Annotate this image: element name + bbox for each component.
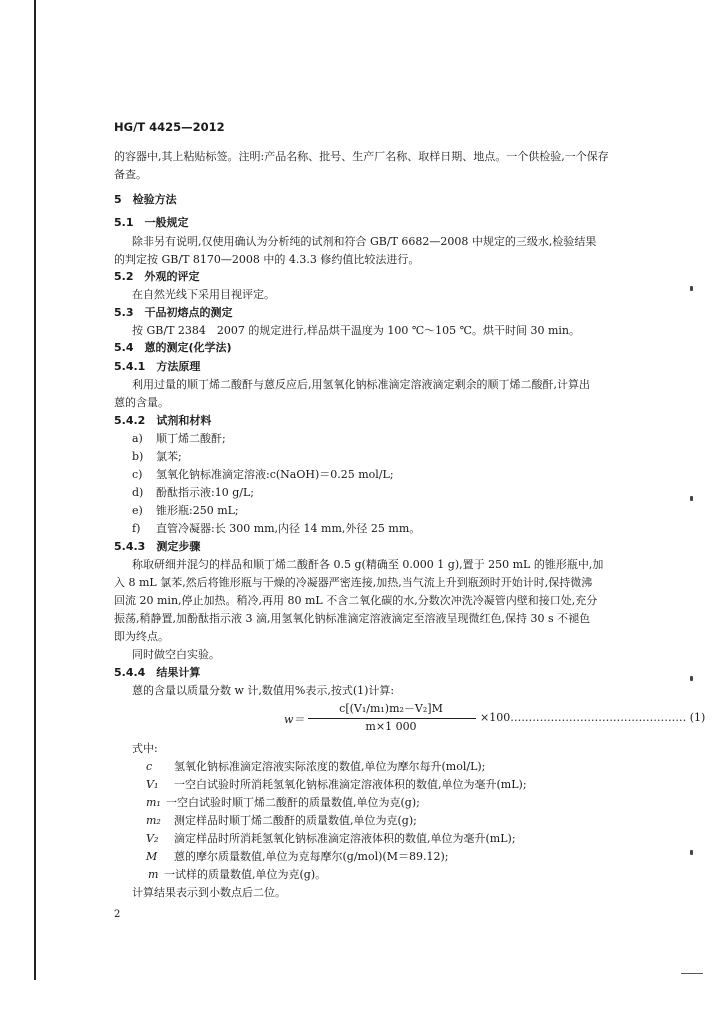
list-item: 氢氧化钠标准滴定溶液:c(NaOH)＝0.25 mol/L; bbox=[156, 468, 394, 481]
section-heading: 5.1 一般规定 bbox=[114, 216, 189, 229]
variable-description: 蒽的摩尔质量数值,单位为克每摩尔(g/mol)(M＝89.12); bbox=[174, 850, 449, 863]
variable-symbol: c bbox=[146, 760, 153, 773]
scan-mark bbox=[681, 973, 703, 974]
section-heading: 5 检验方法 bbox=[114, 193, 177, 206]
scan-mark bbox=[690, 676, 693, 681]
scan-mark bbox=[690, 496, 693, 501]
list-item: 直管冷凝器:长 300 mm,内径 14 mm,外径 25 mm。 bbox=[156, 522, 421, 535]
where-label: 式中: bbox=[132, 742, 158, 755]
formula-rhs: ×100………………………………………… (1) bbox=[480, 711, 706, 724]
paragraph-line: 同时做空白实验。 bbox=[132, 648, 220, 661]
fraction-bar bbox=[308, 718, 476, 719]
paragraph-line: 即为终点。 bbox=[114, 630, 169, 643]
list-item-label: b) bbox=[132, 450, 144, 463]
list-item-label: f) bbox=[132, 522, 141, 535]
section-heading: 5.4.2 试剂和材料 bbox=[114, 414, 212, 427]
paragraph-line: 蒽的含量以质量分数 w 计,数值用%表示,按式(1)计算: bbox=[132, 684, 395, 697]
paragraph-line: 入 8 mL 氯苯,然后将锥形瓶与干燥的冷凝器严密连接,加热,当气流上升到瓶颈时开始计时,保持微沸 bbox=[114, 576, 593, 589]
section-heading: 5.3 干品初熔点的测定 bbox=[114, 306, 233, 319]
list-item: 锥形瓶:250 mL; bbox=[156, 504, 239, 517]
section-heading: 5.4.1 方法原理 bbox=[114, 360, 201, 373]
list-item-label: a) bbox=[132, 432, 143, 445]
variable-description: 一空白试验时顺丁烯二酸酐的质量数值,单位为克(g); bbox=[166, 796, 420, 809]
variable-symbol: V₁ bbox=[146, 778, 159, 791]
scan-mark bbox=[690, 850, 693, 855]
list-item-label: e) bbox=[132, 504, 143, 517]
variable-symbol: V₂ bbox=[146, 832, 159, 845]
standard-number: HG/T 4425—2012 bbox=[114, 120, 225, 134]
variable-symbol: m bbox=[148, 868, 159, 881]
list-item-label: d) bbox=[132, 486, 144, 499]
variable-symbol: M bbox=[146, 850, 158, 863]
paragraph-line: 蒽的含量。 bbox=[114, 396, 169, 409]
paragraph-line: 的判定按 GB/T 8170—2008 中的 4.3.3 修约值比较法进行。 bbox=[114, 253, 420, 266]
formula-numerator: c[(V₁/m₁)m₂－V₂]M bbox=[339, 702, 443, 715]
paragraph-line: 称取研细并混匀的样品和顺丁烯二酸酐各 0.5 g(精确至 0.000 1 g),置于 250 mL 的锥形瓶中,加 bbox=[132, 558, 604, 571]
continuation-line: 的容器中,其上粘贴标签。注明:产品名称、批号、生产厂名称、取样日期、地点。一个供检验,一个保存 bbox=[114, 150, 609, 163]
formula-denominator: m×1 000 bbox=[365, 720, 417, 733]
result-note: 计算结果表示到小数点后二位。 bbox=[132, 886, 286, 899]
section-heading: 5.4.3 测定步骤 bbox=[114, 540, 201, 553]
paragraph-line: 振荡,稍静置,加酚酞指示液 3 滴,用氢氧化钠标准滴定溶液滴定至溶液呈现微红色,保持 30 s 不褪色 bbox=[114, 612, 591, 625]
paragraph-line: 在自然光线下采用目视评定。 bbox=[132, 288, 275, 301]
section-heading: 5.4.4 结果计算 bbox=[114, 666, 201, 679]
continuation-line: 备查。 bbox=[114, 168, 147, 181]
section-heading: 5.2 外观的评定 bbox=[114, 270, 200, 283]
variable-description: 测定样品时顺丁烯二酸酐的质量数值,单位为克(g); bbox=[174, 814, 417, 827]
paragraph-line: 按 GB/T 2384 2007 的规定进行,样品烘干温度为 100 ℃～105 ℃。烘干时间 30 min。 bbox=[132, 324, 581, 337]
formula-1 bbox=[284, 702, 706, 736]
variable-description: 一空白试验时所消耗氢氧化钠标准滴定溶液体积的数值,单位为毫升(mL); bbox=[174, 778, 527, 791]
paragraph-line: 利用过量的顺丁烯二酸酐与蒽反应后,用氢氧化钠标准滴定溶液滴定剩余的顺丁烯二酸酐,计算出 bbox=[132, 378, 590, 391]
list-item: 氯苯; bbox=[156, 450, 182, 463]
section-heading: 5.4 蒽的测定(化学法) bbox=[114, 341, 232, 354]
scan-mark bbox=[690, 286, 693, 291]
variable-symbol: m₁ bbox=[146, 796, 161, 809]
page-number: 2 bbox=[114, 909, 121, 920]
formula-fraction bbox=[304, 702, 478, 736]
variable-description: 氢氧化钠标准滴定溶液实际浓度的数值,单位为摩尔每升(mol/L); bbox=[174, 760, 486, 773]
variable-description: 滴定样品时所消耗氢氧化钠标准滴定溶液体积的数值,单位为毫升(mL); bbox=[174, 832, 516, 845]
list-item: 酚酞指示液:10 g/L; bbox=[156, 486, 254, 499]
variable-symbol: m₂ bbox=[146, 814, 161, 827]
scan-binding-edge bbox=[34, 0, 36, 980]
paragraph-line: 回流 20 min,停止加热。稍冷,再用 80 mL 不含二氧化碳的水,分数次冲洗冷凝管内壁和接口处,充分 bbox=[114, 594, 598, 607]
variable-description: 一试样的质量数值,单位为克(g)。 bbox=[164, 868, 327, 881]
paragraph-line: 除非另有说明,仅使用确认为分析纯的试剂和符合 GB/T 6682—2008 中规定的三级水,检验结果 bbox=[132, 235, 597, 248]
list-item: 顺丁烯二酸酐; bbox=[156, 432, 226, 445]
formula-lhs: w＝ bbox=[284, 713, 305, 726]
list-item-label: c) bbox=[132, 468, 143, 481]
